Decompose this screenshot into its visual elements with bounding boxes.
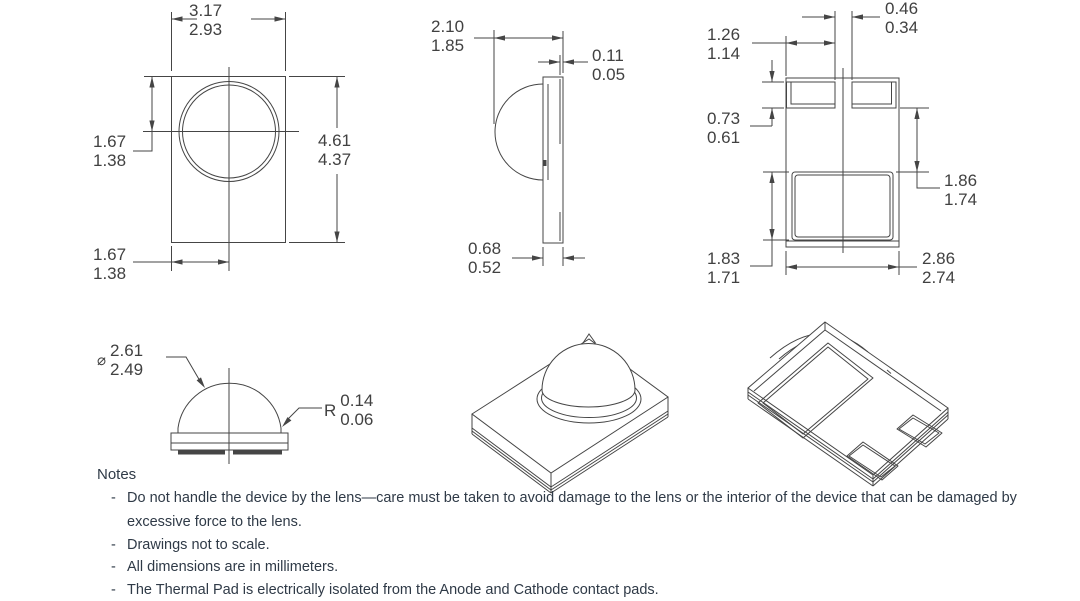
dim-lens-corner-radius	[324, 391, 373, 429]
dim-max-value: 1.86	[944, 171, 978, 190]
dim-max-value: 0.68	[468, 239, 502, 258]
dim-bottom-view-thermal-pad-height	[707, 249, 740, 287]
note-item-continuation	[127, 514, 302, 530]
dim-max-value: 1.67	[93, 132, 127, 151]
notes-heading: Notes	[97, 466, 137, 483]
dim-max-value: 2.10	[431, 17, 465, 36]
dim-side-view-package-thickness	[468, 239, 501, 277]
dim-top-view-lens-center-from-top	[93, 132, 126, 170]
dim-max-value: 1.26	[707, 25, 741, 44]
side-view-drawing	[474, 30, 588, 266]
dim-min-value: 0.05	[592, 65, 626, 84]
dim-lens-diameter	[97, 341, 143, 379]
note-text: excessive force to the lens.	[127, 514, 302, 530]
note-bullet: -	[111, 537, 116, 553]
dim-min-value: 0.52	[468, 258, 502, 277]
note-text: Do not handle the device by the lens—care must be taken to avoid damage to the lens or the interior of the device that can be damaged by	[127, 490, 1017, 506]
note-item	[111, 537, 270, 553]
note-text: All dimensions are in millimeters.	[127, 559, 339, 575]
dim-min-value: 0.61	[707, 128, 741, 147]
dim-min-value: 1.14	[707, 44, 741, 63]
dim-top-view-height	[318, 131, 351, 169]
note-bullet: -	[111, 490, 116, 506]
dim-max-value: 2.61	[110, 341, 144, 360]
dim-min-value: 2.93	[189, 20, 223, 39]
dim-min-value: 4.37	[318, 150, 352, 169]
dim-max-value: 4.61	[318, 131, 352, 150]
note-text: The Thermal Pad is electrically isolated from the Anode and Cathode contact pads.	[127, 582, 659, 598]
note-item	[111, 559, 338, 575]
dim-side-view-lens-to-back	[431, 17, 464, 55]
note-bullet: -	[111, 559, 116, 575]
dim-top-view-lens-center-from-left	[93, 245, 126, 283]
dim-min-value: 2.49	[110, 360, 144, 379]
note-text: Drawings not to scale.	[127, 537, 270, 553]
dim-max-value: 2.86	[922, 249, 956, 268]
note-item	[111, 582, 659, 598]
isometric-bottom-view-drawing	[748, 322, 948, 486]
dim-max-value: 0.14	[340, 391, 374, 410]
dim-min-value: 1.85	[431, 36, 465, 55]
dim-bottom-view-contact-pad-height	[707, 109, 740, 147]
dim-bottom-view-pad-gap	[885, 0, 918, 37]
dim-min-value: 1.38	[93, 264, 127, 283]
lens-front-view-drawing	[166, 357, 322, 464]
dim-max-value: 0.11	[592, 46, 624, 65]
dim-max-value: 1.67	[93, 245, 127, 264]
dim-min-value: 0.34	[885, 18, 919, 37]
dim-min-value: 1.38	[93, 151, 127, 170]
dim-bottom-view-pad-to-thermal-pad	[944, 171, 977, 209]
dim-min-value: 1.74	[944, 190, 978, 209]
diameter-symbol: ⌀	[97, 351, 107, 369]
radius-symbol: R	[324, 400, 337, 420]
bottom-view-drawing	[750, 11, 940, 275]
isometric-top-view-drawing	[472, 334, 668, 493]
note-bullet: -	[111, 582, 116, 598]
dim-max-value: 0.73	[707, 109, 741, 128]
dim-max-value: 1.83	[707, 249, 741, 268]
top-view-drawing	[133, 12, 345, 271]
dim-min-value: 0.06	[340, 410, 374, 429]
dim-side-view-contact-layer-thickness	[592, 46, 625, 84]
dim-min-value: 2.74	[922, 268, 956, 287]
dim-bottom-view-package-width	[922, 249, 955, 287]
dim-max-value: 0.46	[885, 0, 919, 18]
dim-min-value: 1.71	[707, 268, 741, 287]
dim-top-view-width	[189, 1, 222, 39]
dim-bottom-view-contact-pad-width	[707, 25, 740, 63]
note-item	[111, 490, 1017, 506]
dim-max-value: 3.17	[189, 1, 223, 20]
